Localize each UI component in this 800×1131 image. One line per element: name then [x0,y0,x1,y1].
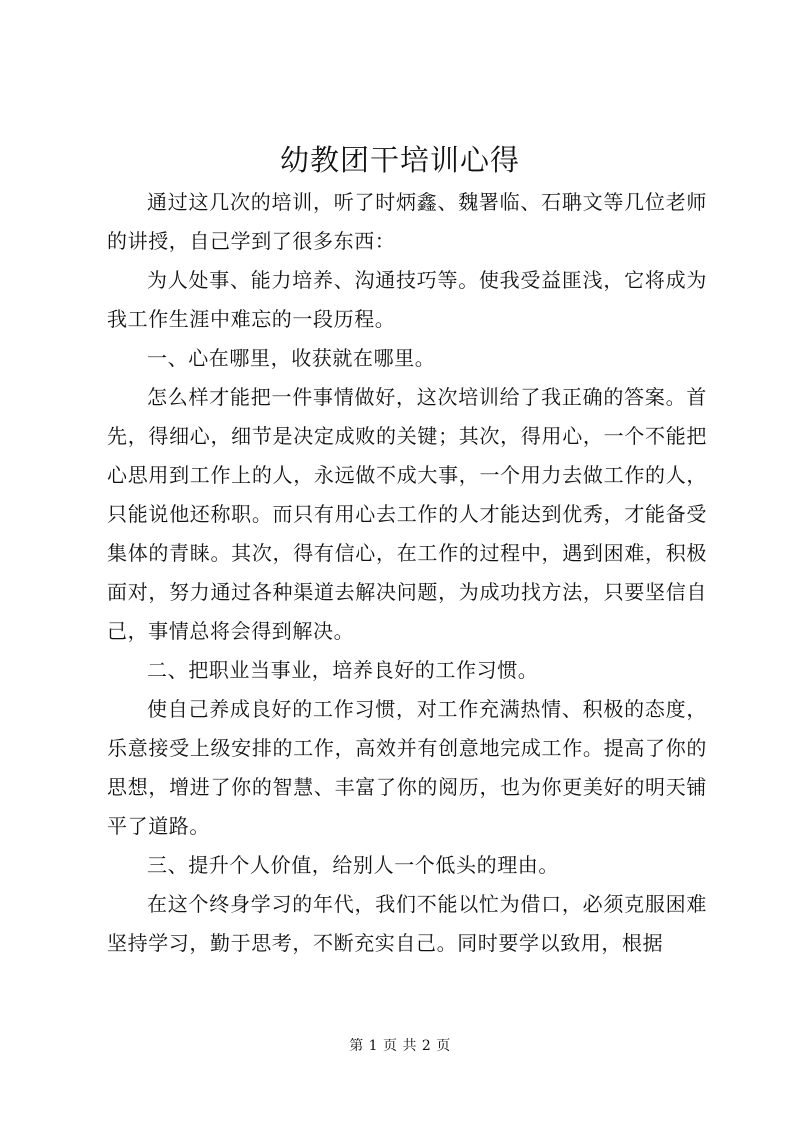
section-heading: 一、心在哪里，收获就在哪里。 [147,346,436,370]
paragraph: 通过这几次的培训，听了时炳鑫、魏署临、石聃文等几位老师的讲授，自己学到了很多东西： [107,190,707,253]
document-body [107,183,707,963]
section-heading: 三、提升个人价值，给别人一个低头的理由。 [147,853,559,877]
paragraph: 使自己养成良好的工作习惯，对工作充满热情、积极的态度，乐意接受上级安排的工作，高效并有创意地完成工作。提高了你的思想，增进了你的智慧、丰富了你的阅历，也为你更美好的明天铺平了道路。 [107,697,707,838]
paragraph: 怎么样才能把一件事情做好，这次培训给了我正确的答案。首先，得细心，细节是决定成败的关键；其次，得用心，一个不能把心思用到工作上的人，永远做不成大事，一个用力去做工作的人，只能说他还称职。而只有用心去工作的人才能达到优秀，才能备受集体的青睐。其次，得有信心，在工作的过程中，遇到困难，积极面对，努力通过各种渠道去解决问题，为成功找方法，只要坚信自己，事情总将会得到解决。 [107,385,707,643]
paragraph: 在这个终身学习的年代，我们不能以忙为借口，必须克服困难坚持学习，勤于思考，不断充实自己。同时要学以致用，根据 [107,892,707,955]
section-heading: 二、把职业当事业，培养良好的工作习惯。 [147,658,539,682]
paragraph: 为人处事、能力培养、沟通技巧等。使我受益匪浅，它将成为我工作生涯中难忘的一段历程。 [107,268,707,331]
page-footer: 第 1 页 共 2 页 [349,1038,451,1054]
document-title: 幼教团干培训心得 [279,143,520,177]
